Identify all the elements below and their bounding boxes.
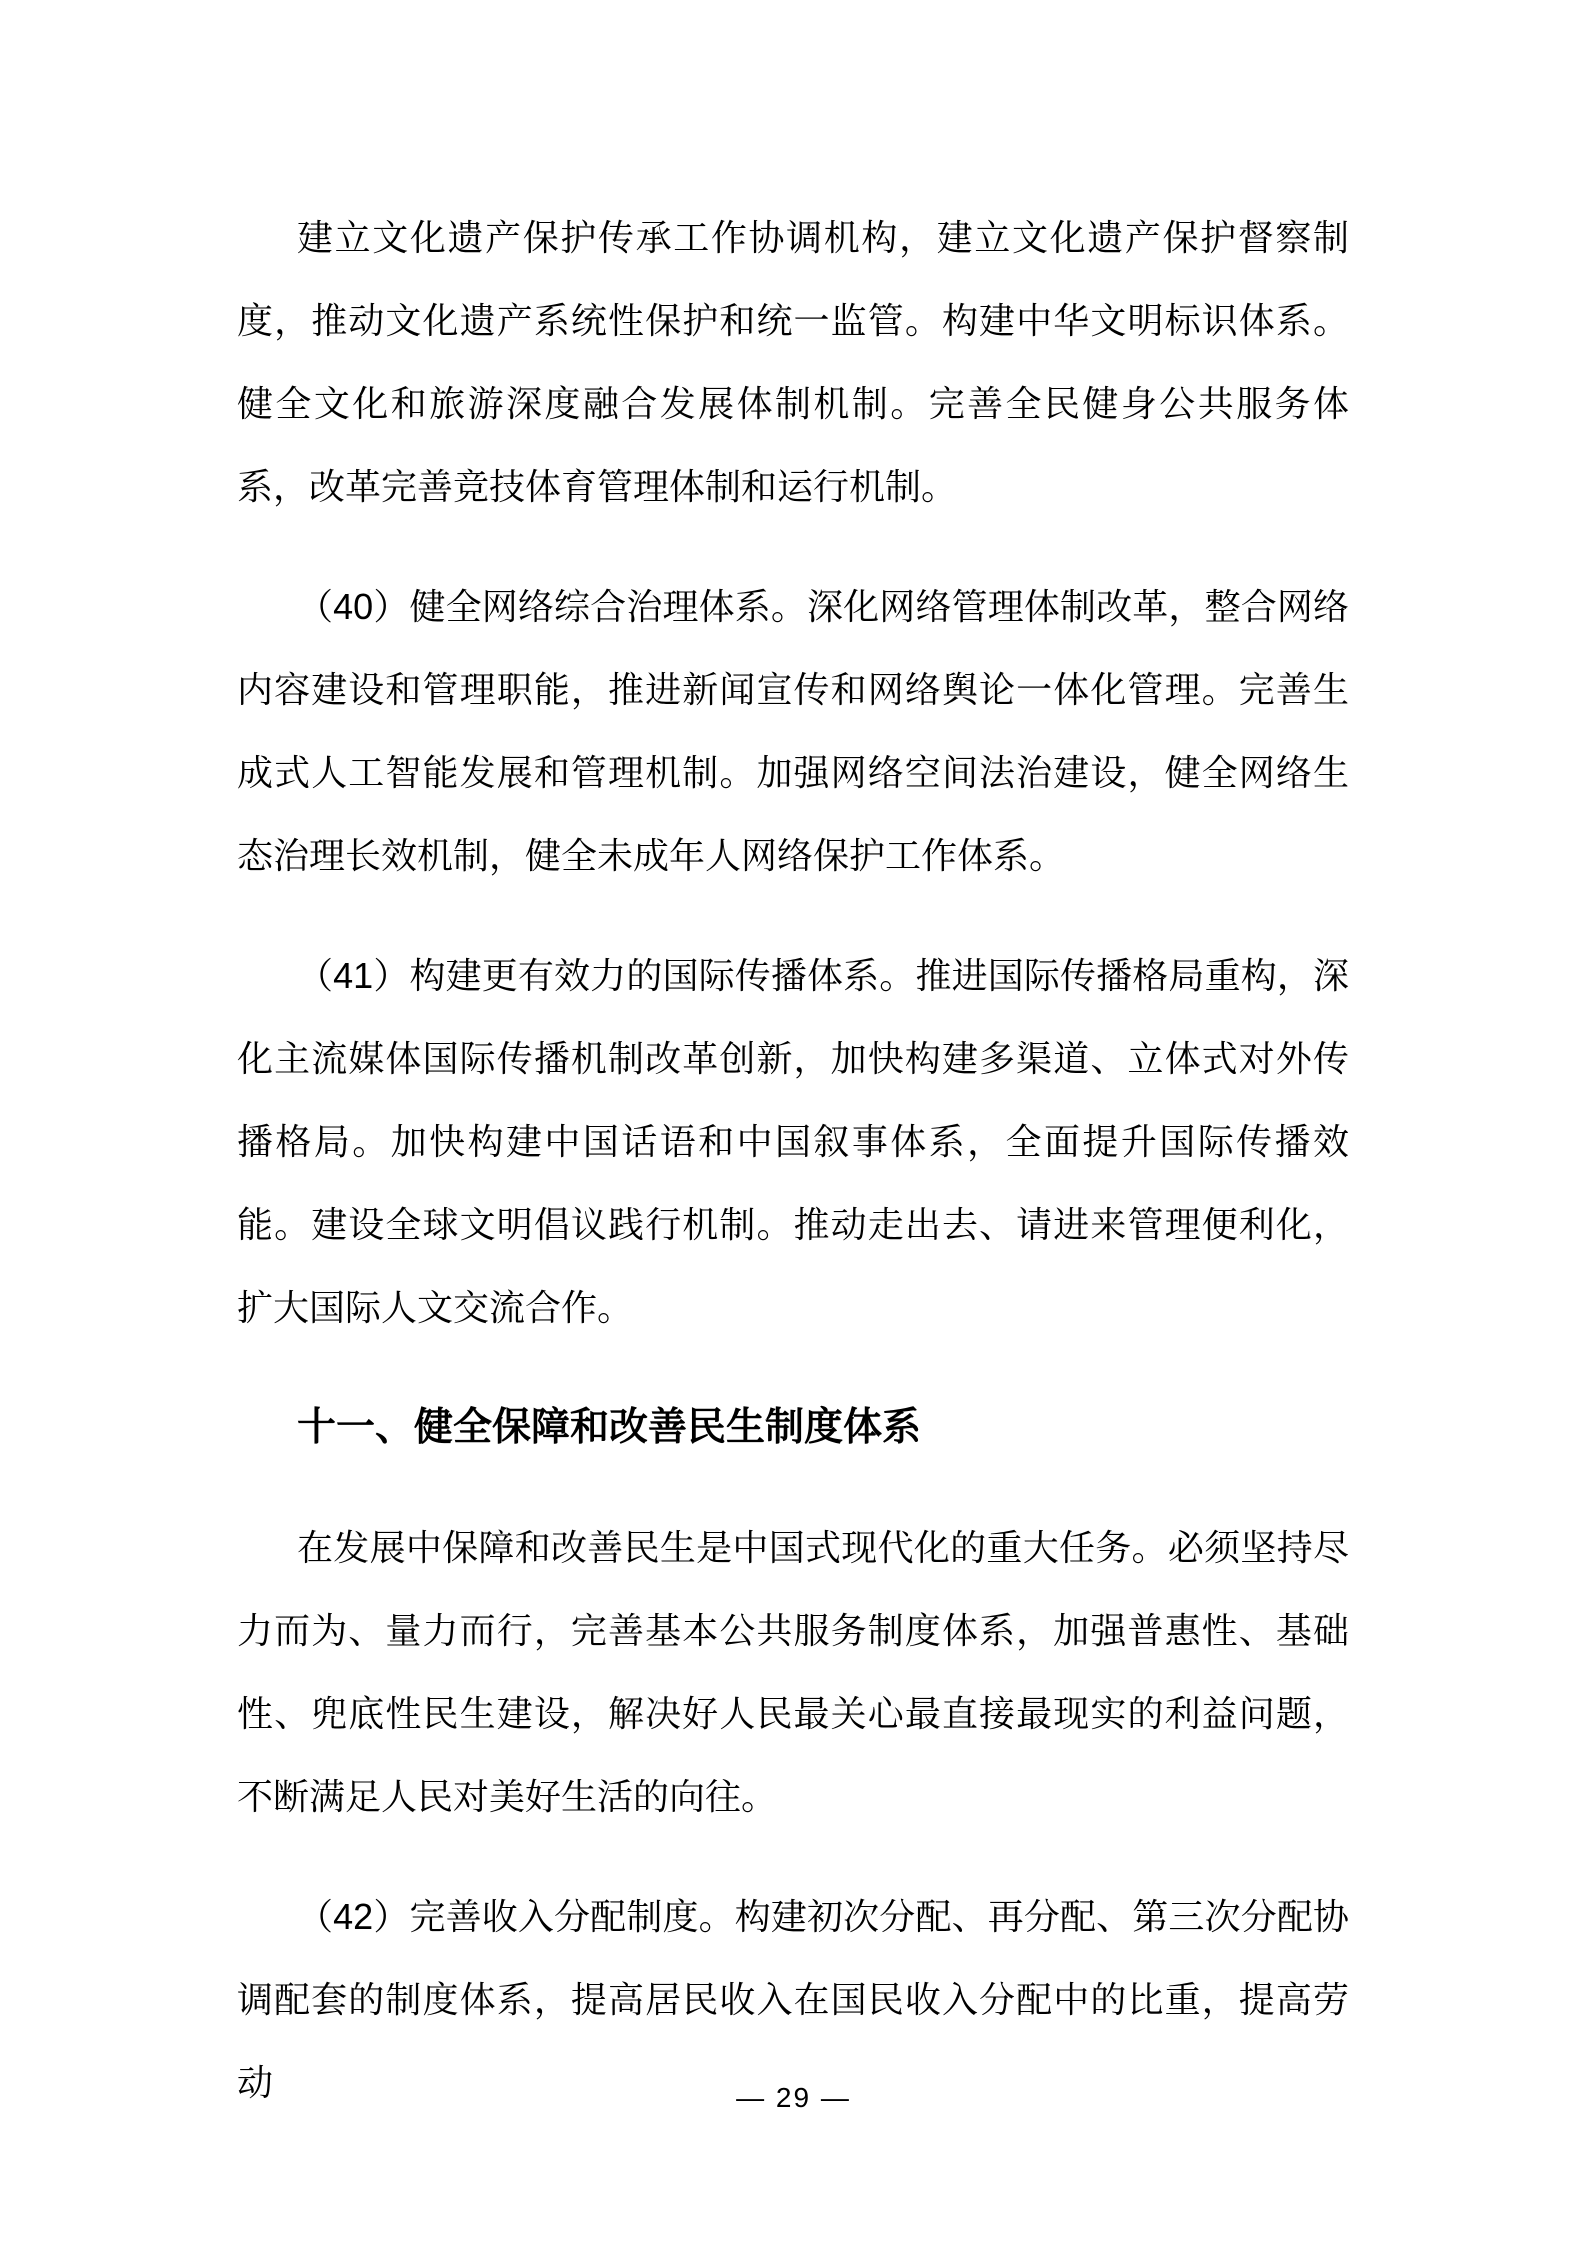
body-paragraph-item-42: （42）完善收入分配制度。构建初次分配、再分配、第三次分配协调配套的制度体系，提高居民收入在国民收入分配中的比重，提高劳动 (237, 1896, 1349, 2103)
body-paragraph: 建立文化遗产保护传承工作协调机构，建立文化遗产保护督察制度，推动文化遗产系统性保护和统一监管。构建中华文明标识体系。健全文化和旅游深度融合发展体制机制。完善全民健身公共服务体系，改革完善竞技体育管理体制和运行机制。 (237, 217, 1349, 507)
page-number: — 29 — (736, 2082, 851, 2113)
section-heading: 十一、健全保障和改善民生制度体系 (297, 1406, 922, 1449)
body-paragraph-item-40: （40）健全网络综合治理体系。深化网络管理体制改革，整合网络内容建设和管理职能，推进新闻宣传和网络舆论一体化管理。完善生成式人工智能发展和管理机制。加强网络空间法治建设，健全网络生态治理长效机制，健全未成年人网络保护工作体系。 (237, 586, 1349, 876)
body-paragraph: 在发展中保障和改善民生是中国式现代化的重大任务。必须坚持尽力而为、量力而行，完善基本公共服务制度体系，加强普惠性、基础性、兜底性民生建设，解决好人民最关心最直接最现实的利益问题，不断满足人民对美好生活的向往。 (237, 1527, 1349, 1817)
body-paragraph-item-41: （41）构建更有效力的国际传播体系。推进国际传播格局重构，深化主流媒体国际传播机制改革创新，加快构建多渠道、立体式对外传播格局。加快构建中国话语和中国叙事体系，全面提升国际传播效能。建设全球文明倡议践行机制。推动走出去、请进来管理便利化，扩大国际人文交流合作。 (237, 955, 1349, 1328)
page-body (237, 196, 1349, 2124)
